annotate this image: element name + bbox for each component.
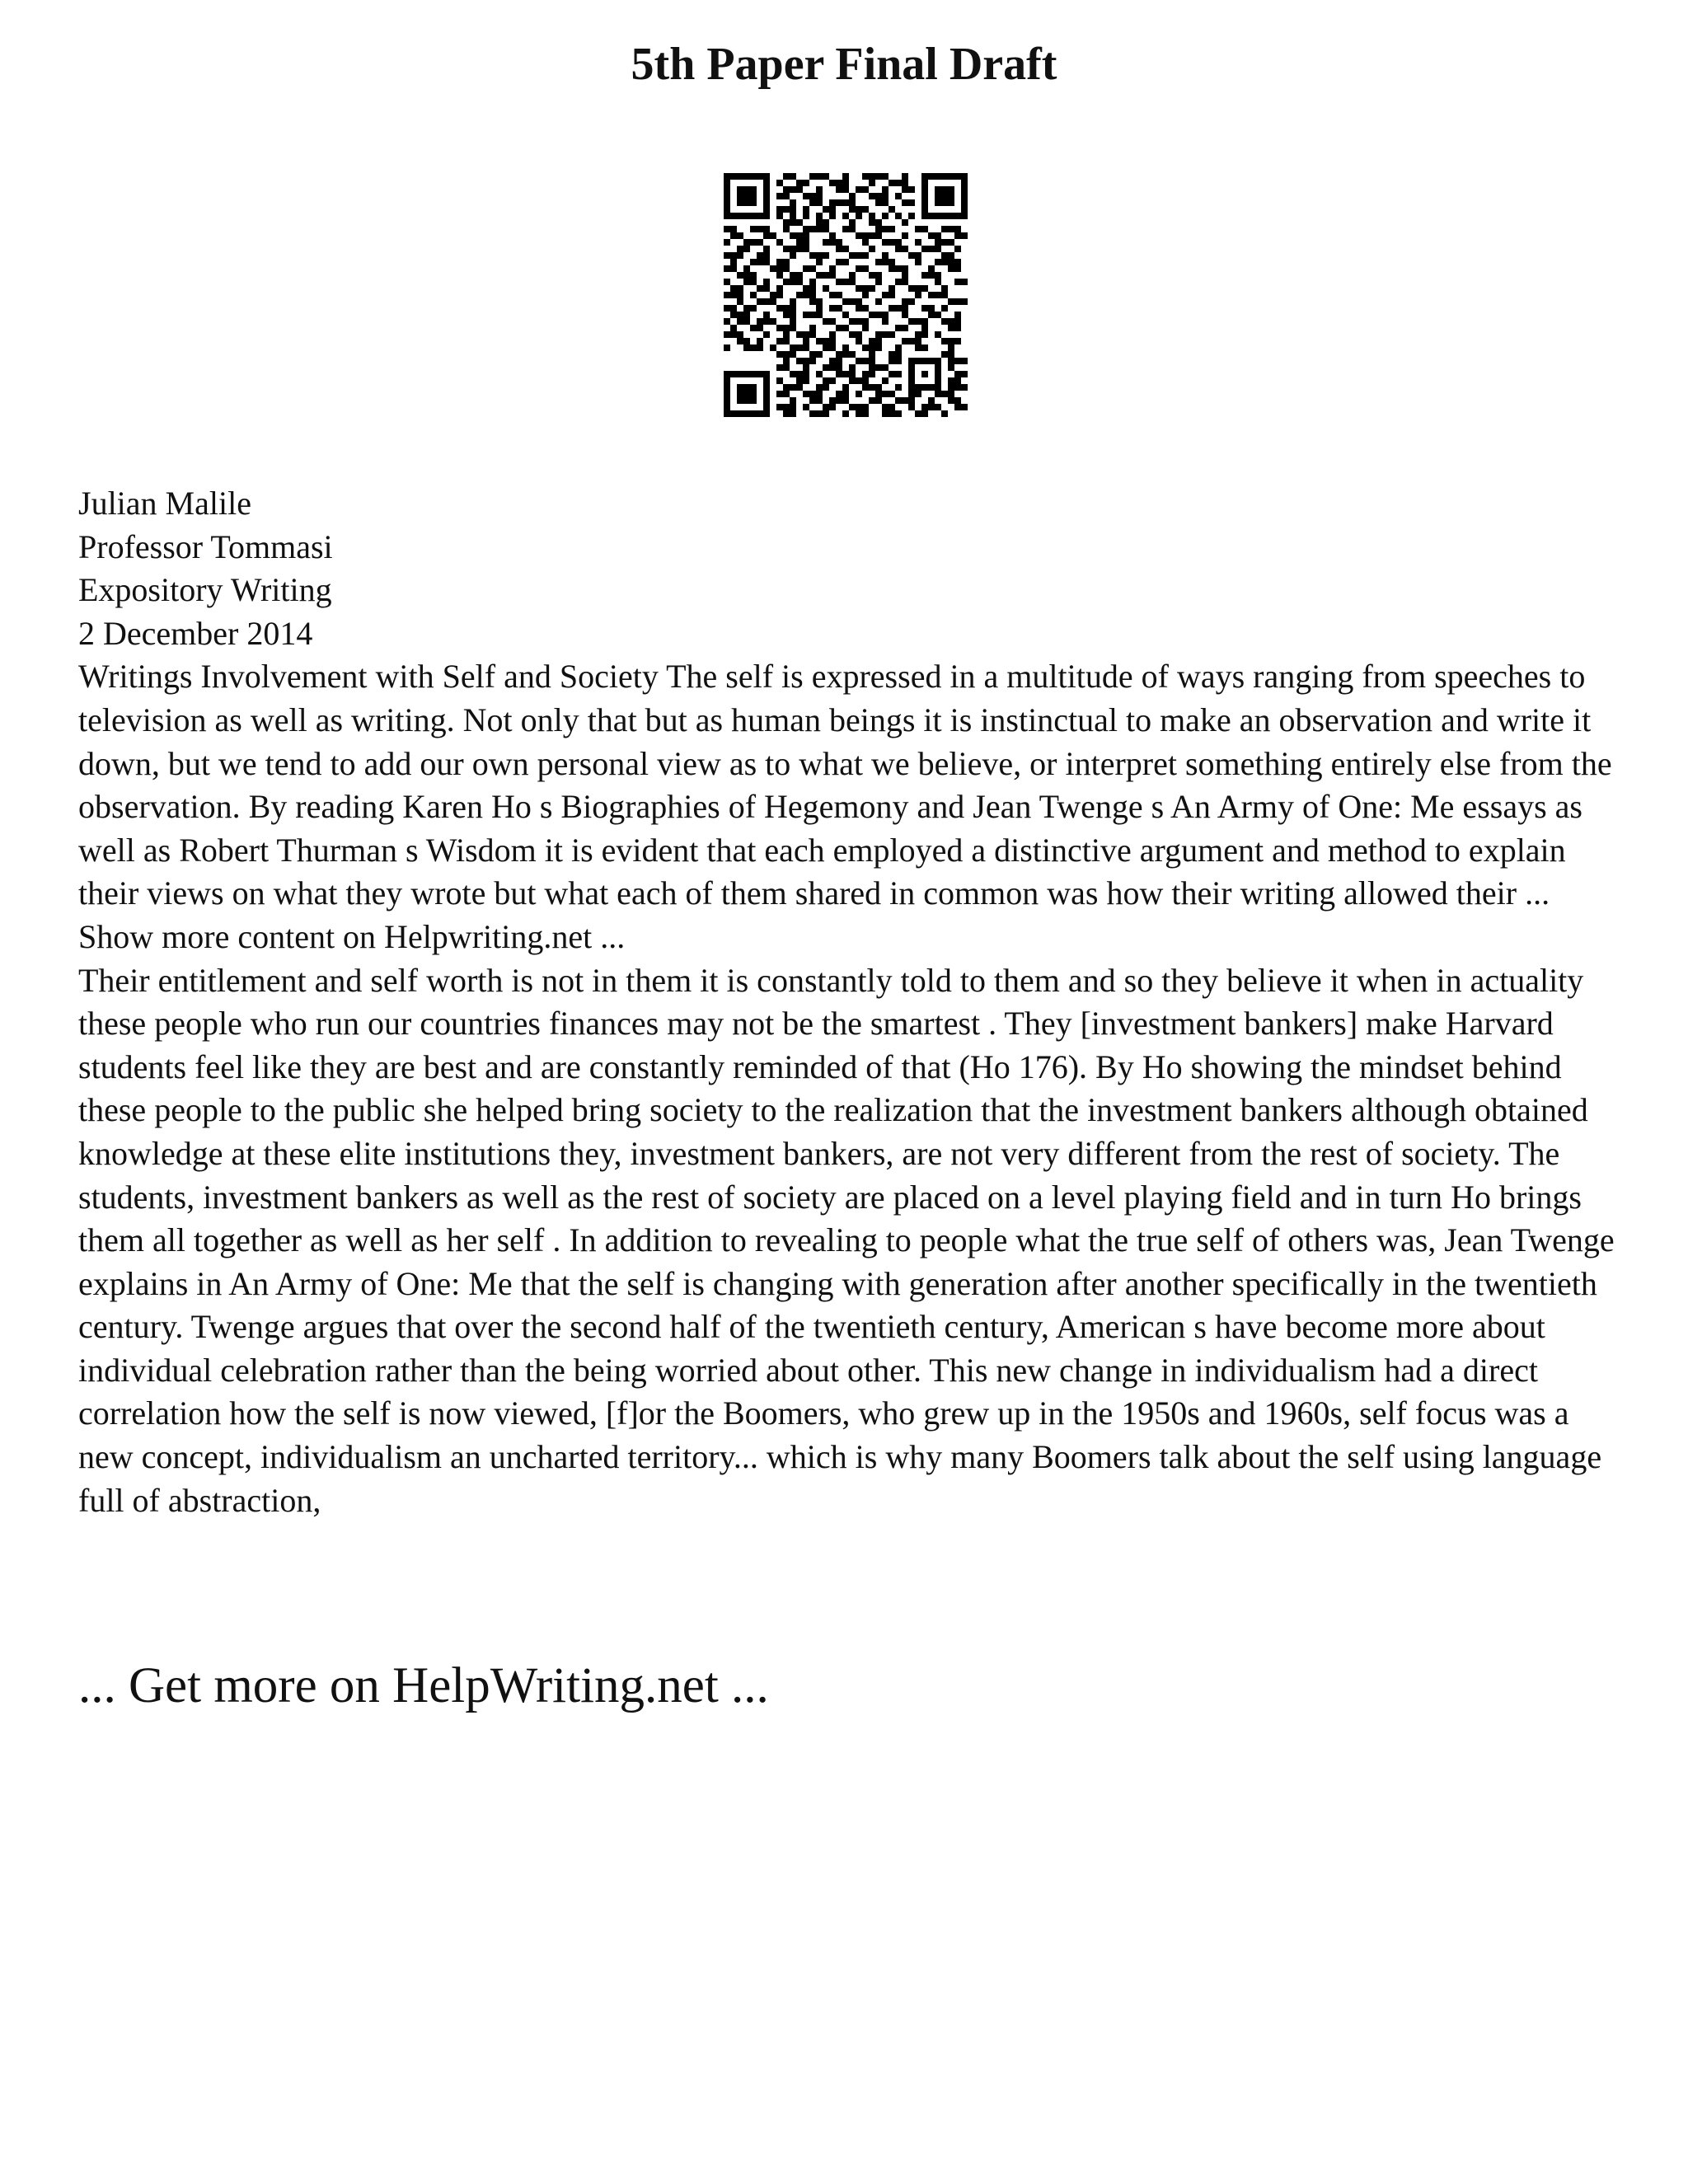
document-date: 2 December 2014 bbox=[78, 614, 313, 652]
course-name: Expository Writing bbox=[78, 571, 332, 609]
body-paragraph-1: Writings Involvement with Self and Society The self is expressed in a multitude of ways ranging from speeches to television as well as writing. Not only that but as human beings it is instinctual to make an observation and write it down, but we tend to add our own personal view as to what we believe, or interpret something entirely else from the observation. By reading Karen Ho s Biographies of Hegemony and Jean Twenge s An Army of One: Me essays as well as Robert Thurman s Wisdom it is evident that each employed a distinctive argument and method to explain their views on what they wrote but what each of them shared in common was how their writing allowed their ... Show more content on Helpwriting.net ... bbox=[78, 658, 1612, 955]
document-title: 5th Paper Final Draft bbox=[631, 39, 1057, 90]
author-name: Julian Malile bbox=[78, 485, 251, 522]
get-more-link[interactable]: ... Get more on HelpWriting.net ... bbox=[78, 1658, 769, 1713]
qr-code-icon bbox=[724, 173, 968, 417]
document-body bbox=[78, 482, 1628, 1522]
professor-name: Professor Tommasi bbox=[78, 527, 333, 565]
body-paragraph-2: Their entitlement and self worth is not in them it is constantly told to them and so they believe it when in actuality these people who run our countries finances may not be the smartest . They [investment bankers] make Harvard students feel like they are best and are constantly reminded of that (Ho 176). By Ho showing the mindset behind these people to the public she helped bring society to the realization that the investment bankers although obtained knowledge at these elite institutions they, investment bankers, are not very different from the rest of society. The students, investment bankers as well as the rest of society are placed on a level playing field and in turn Ho brings them all together as well as her self . In addition to revealing to people what the true self of others was, Jean Twenge explains in An Army of One: Me that the self is changing with generation after another specifically in the twentieth century. Twenge argues that over the second half of the twentieth century, American s have become more about individual celebration rather than the being worried about other. This new change in individualism had a direct correlation how the self is now viewed, [f]or the Boomers, who grew up in the 1950s and 1960s, self focus was a new concept, individualism an uncharted territory... which is why many Boomers talk about the self using language full of abstraction, bbox=[78, 961, 1615, 1519]
